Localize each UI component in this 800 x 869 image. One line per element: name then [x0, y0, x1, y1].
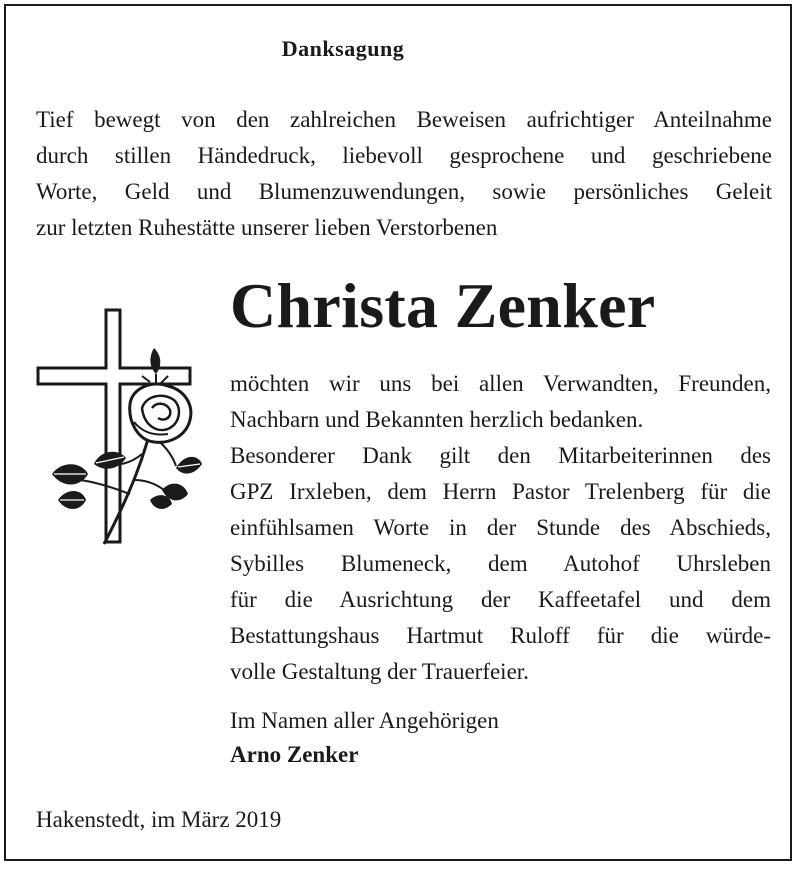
intro-line: zur letzten Ruhestätte unserer lieben Verstorbenen: [36, 215, 498, 240]
rose-icon: [130, 384, 191, 442]
signature-line: Im Namen aller Angehörigen: [230, 708, 499, 733]
place-date: Hakenstedt, im März 2019: [36, 807, 282, 832]
intro-line: Tief bewegt von den zahlreichen Beweisen aufrichtiger Anteilnahme: [36, 107, 772, 132]
obituary-notice: [4, 4, 792, 861]
body-line: möchten wir uns bei allen Verwandten, Freunden,: [230, 371, 771, 396]
intro-paragraph: [36, 102, 772, 246]
body-line: volle Gestaltung der Trauerfeier.: [230, 659, 529, 684]
body-line: Besonderer Dank gilt den Mitarbeiterinnen des: [230, 443, 771, 468]
body-line: einfühlsamen Worte in der Stunde des Abschieds,: [230, 515, 771, 540]
intro-line: durch stillen Händedruck, liebevoll gesprochene und geschriebene: [36, 143, 772, 168]
signature-name: Arno Zenker: [230, 742, 359, 767]
body-line: Nachbarn und Bekannten herzlich bedanken.: [230, 407, 644, 432]
body-line: GPZ Irxleben, dem Herrn Pastor Trelenberg für die: [230, 479, 771, 504]
deceased-name: Christa Zenker: [230, 270, 656, 341]
body-line: Sybilles Blumeneck, dem Autohof Uhrsleben: [230, 551, 771, 576]
thanks-paragraph: [230, 366, 771, 690]
intro-line: Worte, Geld und Blumenzuwendungen, sowie persönliches Geleit: [36, 179, 772, 204]
notice-heading: Danksagung: [281, 36, 405, 61]
body-line: für die Ausrichtung der Kaffeetafel und dem: [230, 587, 771, 612]
body-line: Bestattungshaus Hartmut Ruloff für die würde-: [230, 623, 771, 648]
cross-with-rose-icon: [34, 304, 204, 594]
